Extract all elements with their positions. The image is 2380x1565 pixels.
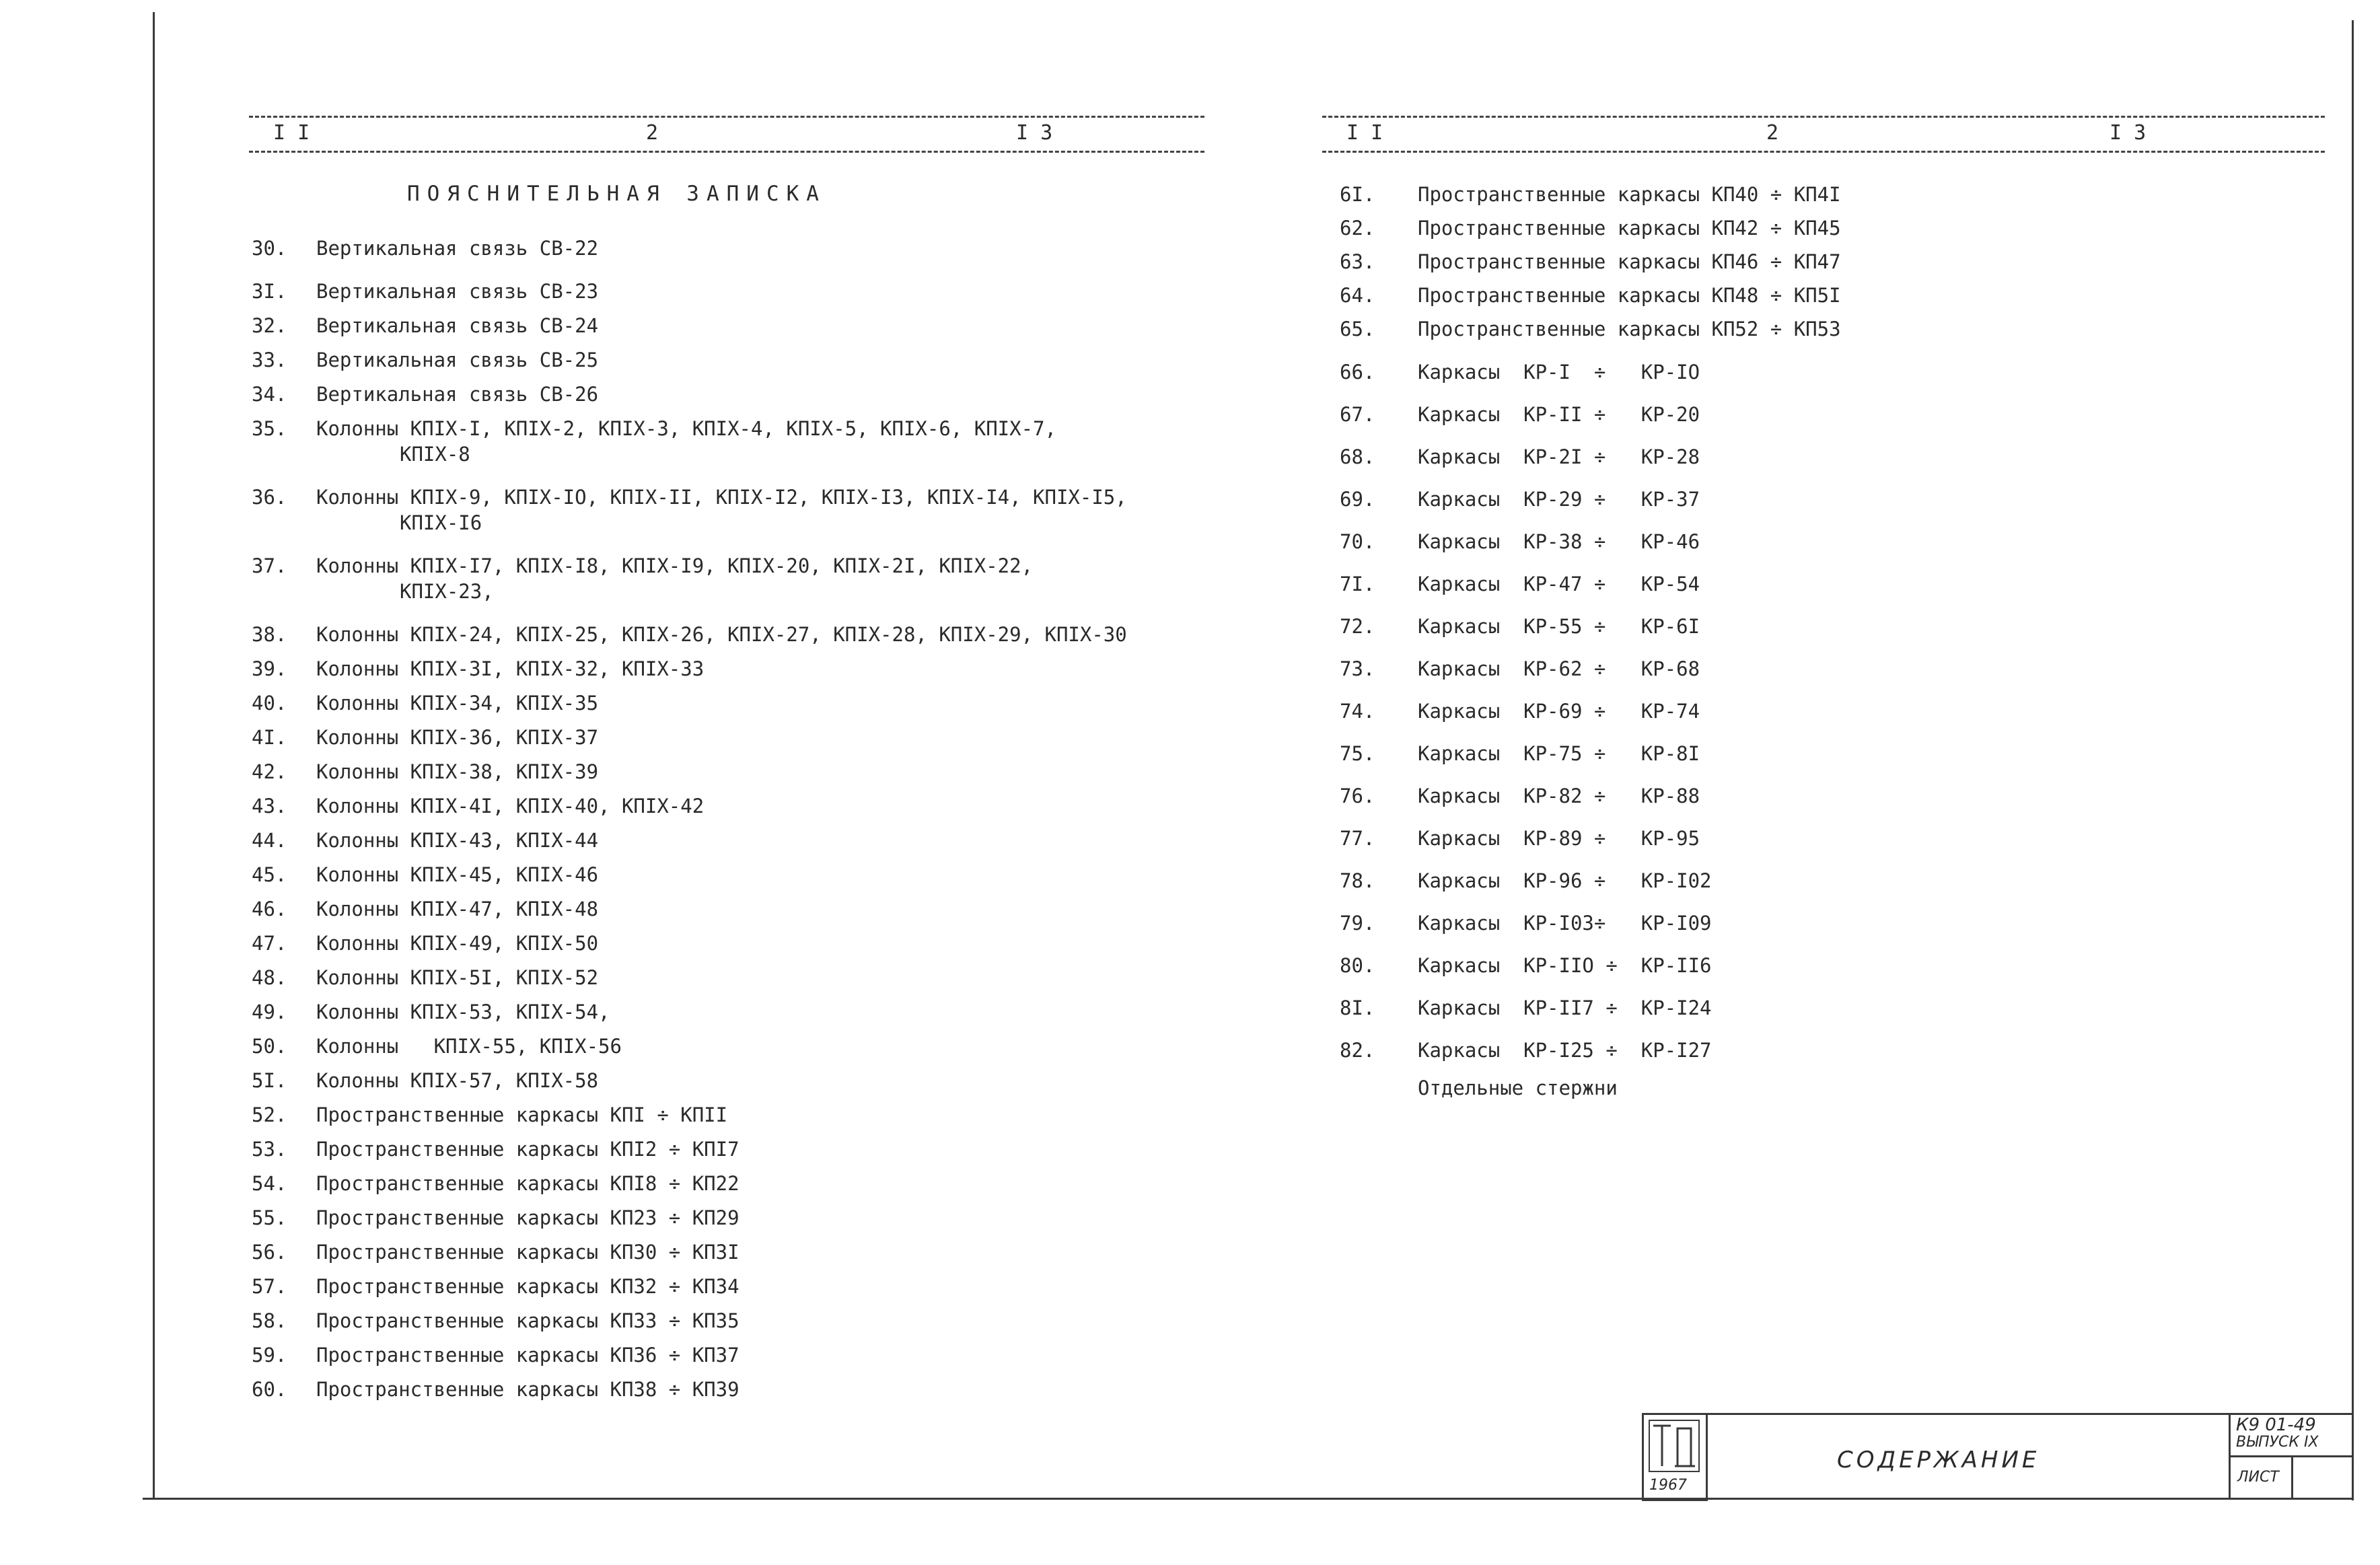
item-text-main: Пространственные каркасы КП48 ÷ КП5I — [1418, 284, 1841, 307]
item-number: 56. — [252, 1241, 287, 1264]
item-number: 39. — [252, 657, 287, 680]
item-text-main: Колонны КПIХ-I, КПIХ-2, КПIХ-3, КПIХ-4, КПIХ-5, КПIХ-6, КПIХ-7, — [316, 417, 1056, 440]
section-title: ПОЯСНИТЕЛЬНАЯ ЗАПИСКА — [407, 182, 826, 206]
item-number: 45. — [252, 863, 287, 886]
item-text-main: Колонны КПIХ-45, КПIХ-46 — [316, 863, 599, 886]
item-number: 65. — [1340, 318, 1375, 340]
item-text-main: Пространственные каркасы КП33 ÷ КП35 — [316, 1309, 740, 1332]
item-text-main: Вертикальная связь СВ-26 — [316, 383, 599, 406]
item-text-main: Каркасы КР-96 ÷ КР-I02 — [1418, 869, 1712, 892]
item-number: 46. — [252, 898, 287, 920]
item-text — [316, 931, 1204, 956]
item-text-main: Каркасы КР-89 ÷ КР-95 — [1418, 827, 1700, 850]
item-text-continuation: КПIХ-23, — [400, 580, 494, 603]
item-text — [316, 235, 1204, 261]
separate-bars-note: Отдельные стержни — [1418, 1077, 1618, 1099]
item-text-main: Каркасы КР-I25 ÷ КР-I27 — [1418, 1039, 1712, 1062]
item-text — [1418, 614, 2325, 639]
item-text-main: Пространственные каркасы КПI8 ÷ КП22 — [316, 1172, 740, 1195]
item-text-main: Колонны КПIХ-57, КПIХ-58 — [316, 1069, 599, 1092]
item-text — [1418, 656, 2325, 682]
item-text — [1418, 249, 2325, 275]
item-number: 6I. — [1340, 183, 1375, 206]
item-number: 58. — [252, 1309, 287, 1332]
item-text-main: Пространственные каркасы КПI ÷ КПII — [316, 1103, 728, 1126]
item-text — [1418, 283, 2325, 308]
item-text — [1418, 215, 2325, 241]
item-text — [316, 1102, 1204, 1128]
left-column — [249, 101, 1204, 1401]
td-logo — [1648, 1419, 1700, 1473]
header-col-1: I I — [1346, 121, 1383, 145]
stamp-box — [1642, 1413, 1708, 1501]
item-text — [1418, 783, 2325, 809]
item-text — [1418, 316, 2325, 342]
item-text — [316, 999, 1204, 1025]
sheet-label: ЛИСТ — [2237, 1469, 2279, 1486]
item-text — [316, 1377, 1204, 1402]
item-text-main: Каркасы КР-II ÷ КР-20 — [1418, 403, 1700, 426]
item-number: 52. — [252, 1103, 287, 1126]
header-col-2: 2 — [646, 121, 659, 145]
item-number: 62. — [1340, 217, 1375, 240]
item-number: 53. — [252, 1138, 287, 1161]
item-text-main: Пространственные каркасы КП38 ÷ КП39 — [316, 1378, 740, 1401]
item-text-main: Пространственные каркасы КП36 ÷ КП37 — [316, 1344, 740, 1367]
item-text — [316, 1239, 1204, 1265]
item-text — [1418, 741, 2325, 766]
item-number: 5I. — [252, 1069, 287, 1092]
item-text — [1418, 826, 2325, 851]
item-text — [1418, 995, 2325, 1021]
item-text — [316, 759, 1204, 785]
item-text — [316, 1205, 1204, 1231]
item-text-main: Каркасы КР-2I ÷ КР-28 — [1418, 445, 1700, 468]
item-text — [1418, 444, 2325, 470]
item-text — [1418, 529, 2325, 554]
item-number: 72. — [1340, 615, 1375, 638]
item-text — [316, 381, 1204, 407]
item-text-main: Колонны КПIХ-34, КПIХ-35 — [316, 692, 599, 715]
drawing-title: СОДЕРЖАНИЕ — [1837, 1447, 2040, 1473]
item-number: 49. — [252, 1000, 287, 1023]
item-number: 36. — [252, 486, 287, 509]
item-text — [316, 793, 1204, 819]
header-rule-top — [249, 116, 1204, 118]
item-number: 35. — [252, 417, 287, 440]
item-number: 4I. — [252, 726, 287, 749]
frame-left-border — [153, 12, 155, 1499]
item-number: 77. — [1340, 827, 1375, 850]
item-number: 42. — [252, 760, 287, 783]
item-text-main: Колонны КПIХ-43, КПIХ-44 — [316, 829, 599, 852]
item-number: 76. — [1340, 785, 1375, 807]
item-text-main: Пространственные каркасы КП52 ÷ КП53 — [1418, 318, 1841, 340]
item-text — [316, 1274, 1204, 1299]
item-text — [316, 1171, 1204, 1196]
item-number: 75. — [1340, 742, 1375, 765]
item-text-main: Пространственные каркасы КПI2 ÷ КПI7 — [316, 1138, 740, 1161]
item-text-main: Колонны КПIХ-38, КПIХ-39 — [316, 760, 599, 783]
item-text-main: Вертикальная связь СВ-25 — [316, 349, 599, 371]
item-number: 60. — [252, 1378, 287, 1401]
item-text-main: Колонны КПIХ-47, КПIХ-48 — [316, 898, 599, 920]
item-text — [316, 484, 1204, 536]
item-text-main: Колонны КПIХ-36, КПIХ-37 — [316, 726, 599, 749]
item-text-main: Колонны КПIХ-I7, КПIХ-I8, КПIХ-I9, КПIХ-20, КПIХ-2I, КПIХ-22, — [316, 554, 1034, 577]
item-number: 59. — [252, 1344, 287, 1367]
item-text — [1418, 486, 2325, 512]
item-text-main: Каркасы КР-75 ÷ КР-8I — [1418, 742, 1700, 765]
item-text-main: Колонны КПIХ-49, КПIХ-50 — [316, 932, 599, 955]
item-text-main: Пространственные каркасы КП40 ÷ КП4I — [1418, 183, 1841, 206]
item-text-continuation: КПIХ-8 — [400, 443, 470, 466]
item-text-main: Каркасы КР-38 ÷ КР-46 — [1418, 530, 1700, 553]
item-text — [316, 690, 1204, 716]
header-rule-bottom — [249, 151, 1204, 153]
sheet-separator — [2291, 1455, 2293, 1499]
item-text — [1418, 402, 2325, 427]
item-number: 38. — [252, 623, 287, 646]
item-number: 33. — [252, 349, 287, 371]
item-text-main: Вертикальная связь СВ-24 — [316, 314, 599, 337]
item-number: 55. — [252, 1206, 287, 1229]
item-text — [316, 553, 1204, 604]
item-text-main: Вертикальная связь СВ-22 — [316, 237, 599, 260]
item-number: 43. — [252, 795, 287, 817]
item-text-main: Колонны КПIХ-55, КПIХ-56 — [316, 1035, 622, 1058]
item-text-main: Колонны КПIХ-4I, КПIХ-40, КПIХ-42 — [316, 795, 705, 817]
item-text-main: Каркасы КР-I ÷ КР-IO — [1418, 361, 1700, 384]
item-text — [1418, 1038, 2325, 1063]
item-number: 50. — [252, 1035, 287, 1058]
item-text — [316, 279, 1204, 304]
item-number: 8I. — [1340, 996, 1375, 1019]
item-number: 80. — [1340, 954, 1375, 977]
item-text — [316, 1342, 1204, 1368]
item-text-main: Каркасы КР-62 ÷ КР-68 — [1418, 657, 1700, 680]
item-text-main: Каркасы КР-69 ÷ КР-74 — [1418, 700, 1700, 723]
item-text — [1418, 571, 2325, 597]
item-text-main: Пространственные каркасы КП46 ÷ КП47 — [1418, 250, 1841, 273]
item-number: 78. — [1340, 869, 1375, 892]
item-text-main: Вертикальная связь СВ-23 — [316, 280, 599, 303]
item-text — [316, 1068, 1204, 1093]
item-number: 82. — [1340, 1039, 1375, 1062]
item-text-main: Каркасы КР-29 ÷ КР-37 — [1418, 488, 1700, 511]
item-text — [316, 725, 1204, 750]
item-number: 3I. — [252, 280, 287, 303]
item-number: 7I. — [1340, 573, 1375, 595]
item-text — [316, 965, 1204, 990]
stamp-year: 1967 — [1649, 1477, 1687, 1494]
item-text-main: Колонны КПIХ-9, КПIХ-IO, КПIХ-II, КПIХ-I2, КПIХ-I3, КПIХ-I4, КПIХ-I5, — [316, 486, 1127, 509]
issue-label: ВЫПУСК IX — [2236, 1434, 2319, 1451]
item-number: 44. — [252, 829, 287, 852]
item-text — [316, 347, 1204, 373]
item-text-main: Каркасы КР-82 ÷ КР-88 — [1418, 785, 1700, 807]
item-number: 47. — [252, 932, 287, 955]
frame-right-border — [2352, 20, 2354, 1500]
code-box — [2229, 1413, 2354, 1499]
item-text-main: Каркасы КР-47 ÷ КР-54 — [1418, 573, 1700, 595]
item-text — [1418, 359, 2325, 385]
item-text — [316, 828, 1204, 853]
item-number: 73. — [1340, 657, 1375, 680]
item-number: 34. — [252, 383, 287, 406]
item-number: 48. — [252, 966, 287, 989]
item-text-continuation: КПIХ-I6 — [400, 511, 482, 534]
item-text-main: Колонны КПIХ-5I, КПIХ-52 — [316, 966, 599, 989]
item-number: 67. — [1340, 403, 1375, 426]
column-header — [1322, 101, 2325, 159]
item-text-main: Каркасы КР-55 ÷ КР-6I — [1418, 615, 1700, 638]
item-text — [316, 1308, 1204, 1334]
right-column — [1322, 101, 2325, 1099]
item-text — [1418, 698, 2325, 724]
item-text — [316, 1136, 1204, 1162]
item-number: 69. — [1340, 488, 1375, 511]
item-text — [1418, 953, 2325, 978]
item-text — [316, 896, 1204, 922]
header-col-3: I 3 — [2109, 121, 2147, 145]
item-number: 57. — [252, 1275, 287, 1298]
item-text-main: Пространственные каркасы КП42 ÷ КП45 — [1418, 217, 1841, 240]
header-rule-top — [1322, 116, 2325, 118]
item-text — [1418, 182, 2325, 207]
item-number: 63. — [1340, 250, 1375, 273]
item-text-main: Пространственные каркасы КП23 ÷ КП29 — [316, 1206, 740, 1229]
item-text — [316, 313, 1204, 338]
item-number: 64. — [1340, 284, 1375, 307]
header-col-3: I 3 — [1016, 121, 1053, 145]
item-number: 54. — [252, 1172, 287, 1195]
item-text — [1418, 868, 2325, 894]
item-number: 32. — [252, 314, 287, 337]
item-text — [316, 1033, 1204, 1059]
item-text — [316, 656, 1204, 682]
item-text-main: Пространственные каркасы КП32 ÷ КП34 — [316, 1275, 740, 1298]
item-text — [316, 862, 1204, 887]
header-rule-bottom — [1322, 151, 2325, 153]
item-number: 40. — [252, 692, 287, 715]
item-text — [1418, 910, 2325, 936]
item-number: 74. — [1340, 700, 1375, 723]
item-number: 30. — [252, 237, 287, 260]
item-text — [316, 622, 1204, 647]
item-text-main: Каркасы КР-IIO ÷ КР-II6 — [1418, 954, 1712, 977]
item-text-main: Каркасы КР-II7 ÷ КР-I24 — [1418, 996, 1712, 1019]
item-text-main: Колонны КПIХ-3I, КПIХ-32, КПIХ-33 — [316, 657, 705, 680]
header-col-2: 2 — [1766, 121, 1779, 145]
column-header — [249, 101, 1204, 159]
item-number: 37. — [252, 554, 287, 577]
item-text-main: Колонны КПIХ-24, КПIХ-25, КПIХ-26, КПIХ-27, КПIХ-28, КПIХ-29, КПIХ-30 — [316, 623, 1127, 646]
item-text-main: Каркасы КР-I03÷ КР-I09 — [1418, 912, 1712, 935]
item-number: 70. — [1340, 530, 1375, 553]
item-number: 68. — [1340, 445, 1375, 468]
item-text-main: Пространственные каркасы КП30 ÷ КП3I — [316, 1241, 740, 1264]
item-text-main: Колонны КПIХ-53, КПIХ-54, — [316, 1000, 610, 1023]
item-text — [316, 416, 1204, 467]
item-number: 79. — [1340, 912, 1375, 935]
header-col-1: I I — [273, 121, 310, 145]
document-code: К9 01-49 — [2236, 1415, 2316, 1435]
item-number: 66. — [1340, 361, 1375, 384]
